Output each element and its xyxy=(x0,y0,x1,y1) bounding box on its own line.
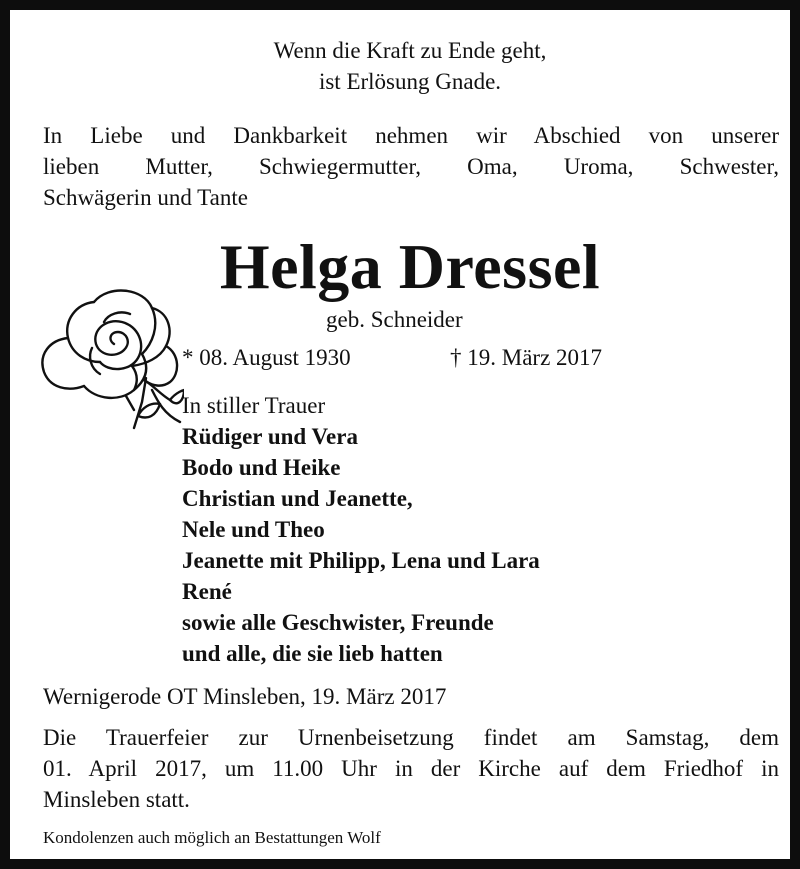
funeral-line-2: 01. April 2017, um 11.00 Uhr in der Kirche auf dem Friedhof in xyxy=(43,756,779,781)
condolences-note: Kondolenzen auch möglich an Bestattungen Wolf xyxy=(43,828,381,847)
motto-line-2: ist Erlösung Gnade. xyxy=(318,69,502,94)
mourner-line: Bodo und Heike xyxy=(182,455,341,480)
mourner-line: sowie alle Geschwister, Freunde xyxy=(182,610,494,635)
mourner-line: Christian und Jeanette, xyxy=(182,486,413,511)
birth-date: * 08. August 1930 xyxy=(182,345,351,370)
mourners-heading: In stiller Trauer xyxy=(182,393,326,418)
death-date: † 19. März 2017 xyxy=(450,345,603,370)
mourner-line: Jeanette mit Philipp, Lena und Lara xyxy=(182,548,540,573)
mourner-line: Rüdiger und Vera xyxy=(182,424,358,449)
intro-line-3: Schwägerin und Tante xyxy=(43,185,248,210)
birth-name: geb. Schneider xyxy=(326,307,463,332)
mourner-line: und alle, die sie lieb hatten xyxy=(182,641,443,666)
intro-line-1: In Liebe und Dankbarkeit nehmen wir Abschied von unserer xyxy=(43,123,779,148)
mourner-line: René xyxy=(182,579,232,604)
deceased-name: Helga Dressel xyxy=(219,231,601,302)
intro-line-2: lieben Mutter, Schwiegermutter, Oma, Uroma, Schwester, xyxy=(43,154,779,179)
motto-line-1: Wenn die Kraft zu Ende geht, xyxy=(273,38,547,63)
place-date: Wernigerode OT Minsleben, 19. März 2017 xyxy=(43,684,447,709)
funeral-line-1: Die Trauerfeier zur Urnenbeisetzung findet am Samstag, dem xyxy=(43,725,779,750)
funeral-line-3: Minsleben statt. xyxy=(43,787,190,812)
mourner-line: Nele und Theo xyxy=(182,517,325,542)
rose-icon xyxy=(34,282,184,432)
